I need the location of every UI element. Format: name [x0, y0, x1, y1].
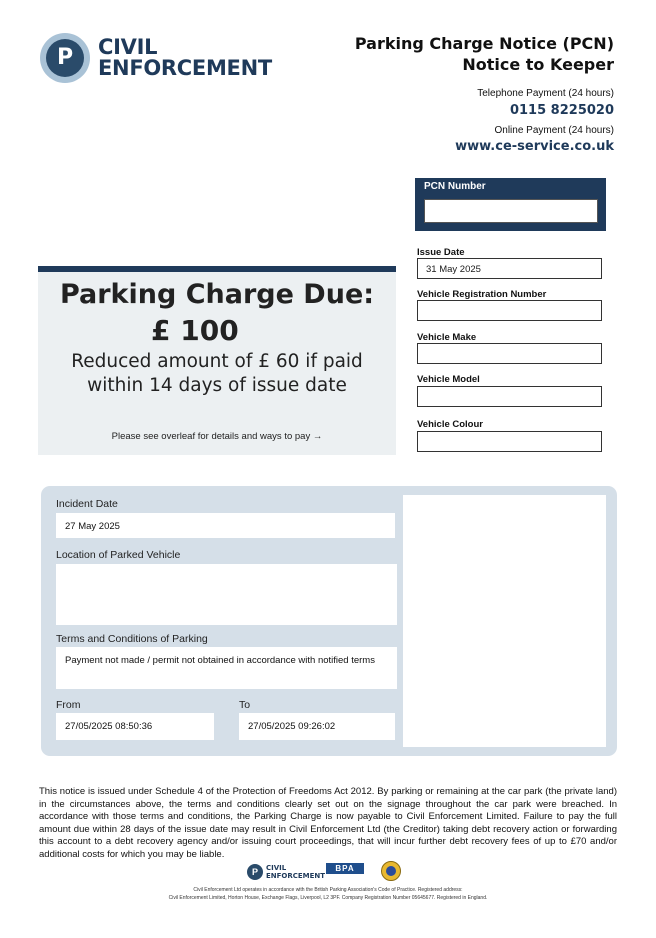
issue-date-label: Issue Date — [417, 247, 465, 258]
to-label: To — [239, 699, 251, 711]
charge-panel — [38, 272, 396, 455]
bpa-logo-text: BPA — [326, 863, 364, 874]
footer-logo-text — [266, 864, 325, 880]
notice-title — [355, 33, 614, 75]
footer-logo-line2: ENFORCEMENT — [266, 872, 326, 880]
issue-date-field[interactable]: 31 May 2025 — [417, 258, 602, 279]
registration-label: Vehicle Registration Number — [417, 289, 547, 300]
terms-label: Terms and Conditions of Parking — [56, 633, 208, 645]
model-field[interactable] — [417, 386, 602, 407]
footer-line2: Civil Enforcement Limited, Horton House, Exchange Flags, Liverpool, L2 3PF. Company Registration Number 05645677. Registered in England. — [168, 895, 488, 901]
charge-title: Parking Charge Due: — [59, 279, 375, 310]
seal-center — [386, 866, 396, 876]
from-label: From — [56, 699, 81, 711]
payment-url[interactable]: www.ce-service.co.uk — [455, 139, 614, 154]
pcn-number-field[interactable] — [424, 199, 598, 223]
logo-letter: P — [46, 39, 84, 77]
colour-label: Vehicle Colour — [417, 419, 483, 430]
location-field[interactable] — [56, 564, 397, 625]
logo-line1: CIVIL — [98, 35, 158, 59]
footer-logo-line1: CIVIL — [266, 864, 287, 872]
location-label: Location of Parked Vehicle — [56, 549, 181, 561]
colour-field[interactable] — [417, 431, 602, 452]
bpa-logo — [326, 863, 364, 881]
reduced-line1: Reduced amount of £ 60 if paid — [71, 351, 363, 372]
pcn-label: PCN Number — [424, 181, 486, 192]
accreditation-seal-icon — [381, 861, 401, 881]
pcn-panel — [415, 178, 606, 231]
reduced-amount-text — [38, 350, 396, 398]
telephone-label: Telephone Payment (24 hours) — [477, 88, 614, 99]
photo-area — [403, 495, 606, 747]
incident-date-label: Incident Date — [56, 498, 118, 510]
make-field[interactable] — [417, 343, 602, 364]
logo-wordmark — [98, 37, 272, 79]
telephone-number: 0115 8225020 — [509, 103, 614, 118]
footer-line1: Civil Enforcement Ltd operates in accordance with the British Parking Association's Code of Practice. Registered address: — [193, 887, 463, 893]
from-field[interactable]: 27/05/2025 08:50:36 — [56, 713, 214, 740]
notice-title-line1: Parking Charge Notice (PCN) — [354, 34, 614, 53]
online-label: Online Payment (24 hours) — [494, 125, 614, 136]
legal-notice: This notice is issued under Schedule 4 of the Protection of Freedoms Act 2012. By parking or remaining at the car park (the private land) in the circumstances above, the terms and conditions clearly set out on the signage throughout the car park were breached. In accordance with those terms and conditions, the Parking Charge is now payable to Civil Enforcement Limited. Failure to pay the full amount due within 28 days of the issue date may result in Civil Enforcement Ltd (the Creditor) taking debt recovery action or forwarding this account to a debt recovery agency and/or issuing court proceedings, that will incur further debt recovery fees of up to £70 and/or additional costs for which you may be liable. — [39, 786, 617, 860]
make-label: Vehicle Make — [417, 332, 477, 343]
footer-logo-icon: P — [247, 864, 263, 880]
logo-line2: ENFORCEMENT — [98, 56, 272, 80]
registration-field[interactable] — [417, 300, 602, 321]
terms-field[interactable]: Payment not made / permit not obtained in accordance with notified terms — [56, 647, 397, 689]
reduced-line2: within 14 days of issue date — [87, 375, 347, 396]
logo-mark — [40, 33, 90, 83]
model-label: Vehicle Model — [417, 374, 480, 385]
overleaf-note: Please see overleaf for details and ways to pay → — [111, 431, 323, 442]
notice-title-line2: Notice to Keeper — [462, 55, 614, 74]
to-field[interactable]: 27/05/2025 09:26:02 — [239, 713, 395, 740]
charge-amount: £ 100 — [151, 314, 239, 347]
incident-date-field[interactable]: 27 May 2025 — [56, 513, 395, 538]
